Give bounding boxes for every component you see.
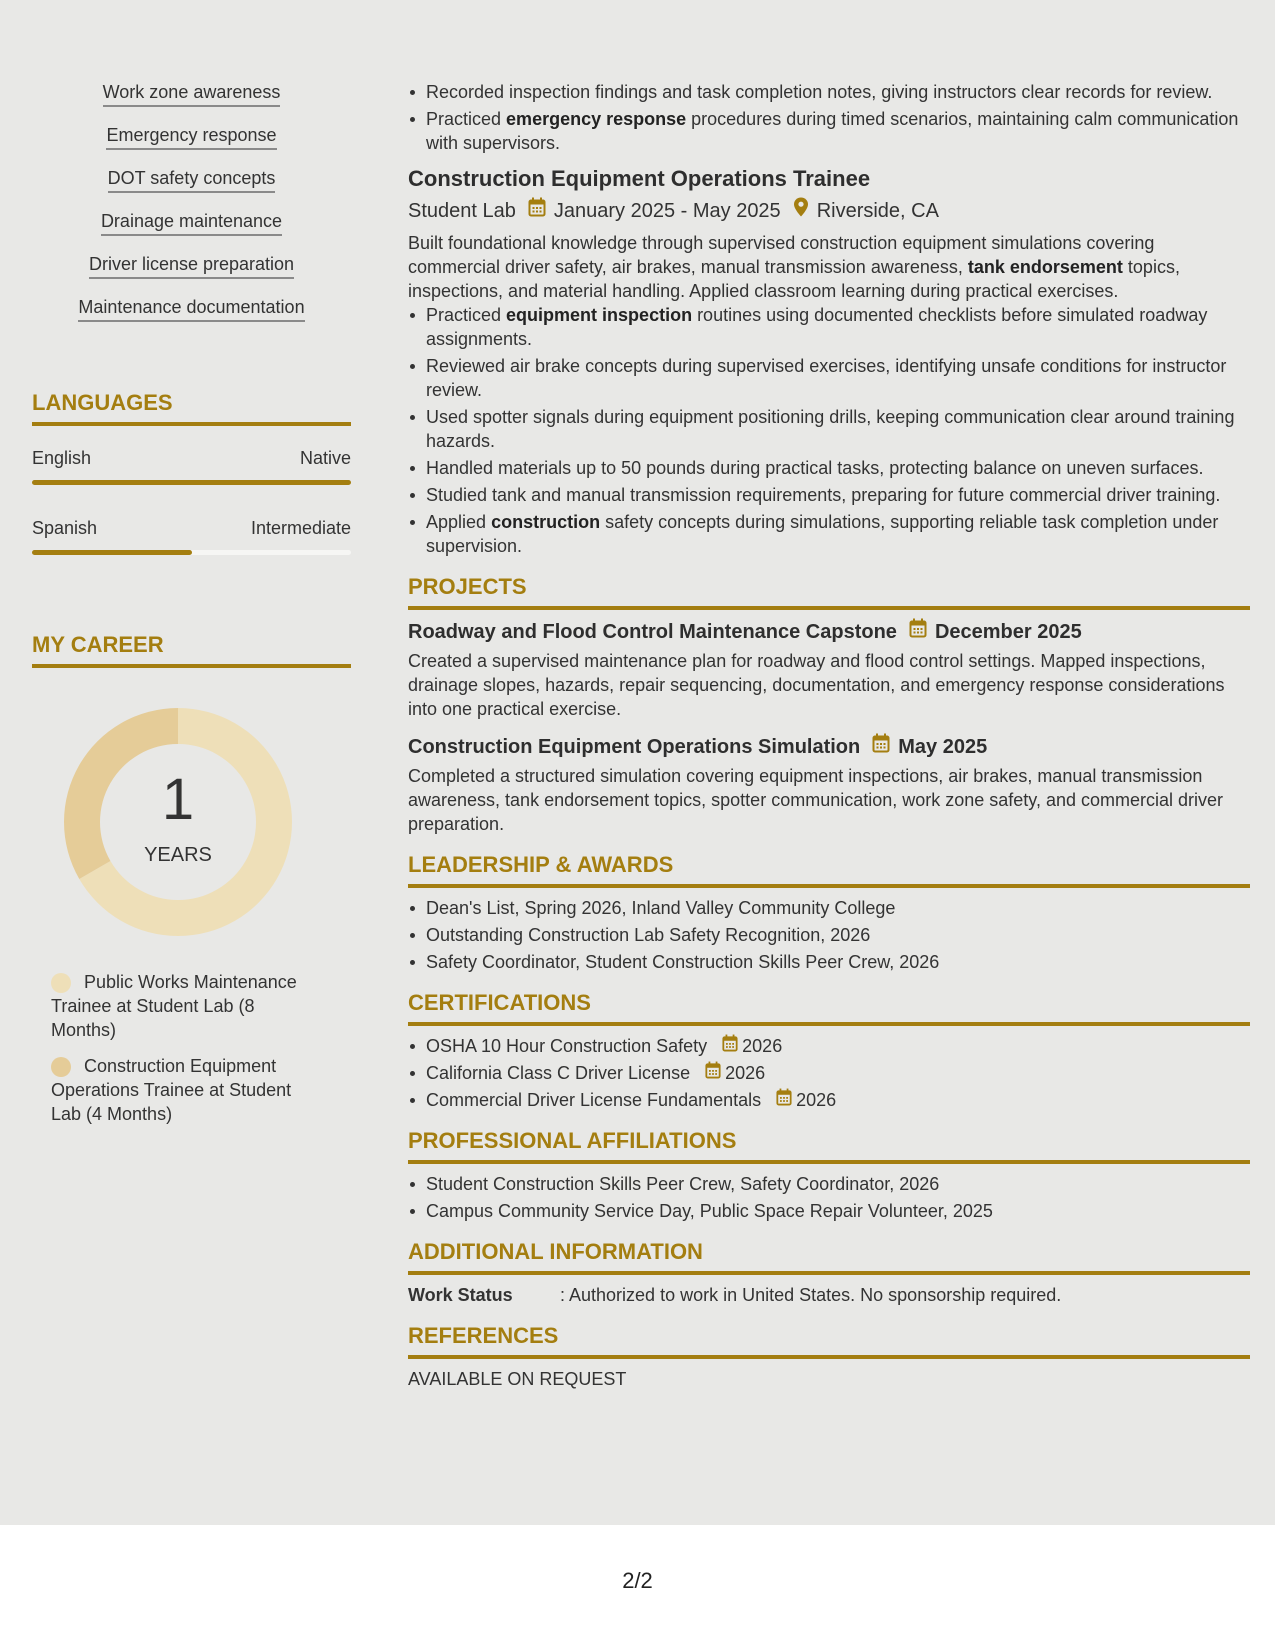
- language-proficiency-fill: [32, 550, 192, 555]
- bullet-text: procedures during timed scenarios, maintaining calm communication with supervisors.: [426, 109, 1239, 153]
- project-title: Construction Equipment Operations Simulation May 2025: [408, 733, 1250, 760]
- section-divider: [408, 884, 1250, 888]
- language-name: Spanish: [32, 518, 98, 538]
- list-item: Outstanding Construction Lab Safety Recognition, 2026: [408, 923, 1250, 947]
- skill-tag: Driver license preparation: [89, 254, 294, 279]
- skill-tag: DOT safety concepts: [108, 168, 276, 193]
- calendar-icon: [909, 618, 927, 645]
- skill-tag: Maintenance documentation: [78, 297, 304, 322]
- list-item: Safety Coordinator, Student Construction Skills Peer Crew, 2026: [408, 950, 1250, 974]
- language-level: Intermediate: [250, 518, 351, 538]
- list-item: Dean's List, Spring 2026, Inland Valley Community College: [408, 896, 1250, 920]
- list-item: Handled materials up to 50 pounds during practical tasks, protecting balance on uneven surfaces.: [408, 456, 1250, 480]
- list-item: Student Construction Skills Peer Crew, Safety Coordinator, 2026: [408, 1172, 1250, 1196]
- career-legend: [51, 970, 321, 1138]
- section-divider: [408, 1271, 1250, 1275]
- project-description: Completed a structured simulation covering equipment inspections, air brakes, manual transmission awareness, tank endorsement topics, spotter communication, work zone safety, and commercial driver preparation.: [408, 766, 1224, 834]
- languages-heading: LANGUAGES: [32, 390, 173, 415]
- section-divider: [32, 422, 351, 426]
- awards-heading: LEADERSHIP & AWARDS: [408, 852, 674, 877]
- references-heading: REFERENCES: [408, 1323, 559, 1348]
- skills-list: [32, 82, 351, 340]
- language-proficiency-bar: [32, 550, 351, 555]
- skill-tag: Drainage maintenance: [101, 211, 282, 236]
- location-pin-icon: [793, 197, 809, 225]
- certification-year: 2026: [725, 1063, 766, 1083]
- certification-year: 2026: [796, 1090, 837, 1110]
- work-status-label: Work Status: [408, 1285, 513, 1305]
- summary-keyword: tank endorsement: [967, 257, 1123, 277]
- work-status-row: [408, 1283, 1250, 1307]
- language-row: [32, 448, 351, 469]
- career-years-label: YEARS: [144, 844, 212, 866]
- project-date: May 2025: [898, 735, 988, 758]
- references-text: AVAILABLE ON REQUEST: [408, 1369, 627, 1389]
- list-item: Used spotter signals during equipment positioning drills, keeping communication clear around training hazards.: [408, 405, 1250, 453]
- calendar-icon: [705, 1061, 721, 1085]
- bullet-keyword: emergency response: [506, 109, 687, 129]
- job-dates: January 2025 - May 2025: [553, 200, 781, 222]
- language-level: Native: [299, 448, 351, 468]
- list-item: [408, 107, 1250, 155]
- list-item: [408, 80, 1250, 104]
- skill-tag: Work zone awareness: [103, 82, 281, 107]
- section-divider: [408, 1160, 1250, 1164]
- job-location: Riverside, CA: [816, 200, 939, 222]
- language-name: English: [32, 448, 92, 468]
- section-divider: [408, 1355, 1250, 1359]
- languages-section: [32, 390, 351, 426]
- project-description: Created a supervised maintenance plan for roadway and flood control settings. Mapped inspections, drainage slopes, hazards, repair sequencing, documentation, and emergency response considerations into one practical exercise.: [408, 651, 1225, 719]
- career-section: [32, 632, 351, 668]
- certifications-list: [408, 1034, 1250, 1112]
- job-title: Construction Equipment Operations Trainee: [408, 166, 871, 191]
- list-item: Practiced equipment inspection routines using documented checklists before simulated roadway assignments.: [408, 303, 1250, 351]
- certification-name: OSHA 10 Hour Construction Safety: [426, 1036, 708, 1056]
- list-item: [408, 1088, 1250, 1112]
- job-bullets: [408, 303, 1250, 558]
- page-number: 2/2: [622, 1568, 653, 1593]
- job-summary: Built foundational knowledge through supervised construction equipment simulations covering commercial driver safety, air brakes, manual transmission awareness, tank endorsement topics, inspections, and material handling. Applied classroom learning during practical exercises.: [408, 233, 1180, 301]
- left-column: [32, 82, 351, 1124]
- list-item: [408, 1061, 1250, 1085]
- calendar-icon: [528, 197, 546, 225]
- projects-heading: PROJECTS: [408, 574, 527, 599]
- certification-year: 2026: [742, 1036, 783, 1056]
- list-item: Reviewed air brake concepts during supervised exercises, identifying unsafe conditions for instructor review.: [408, 354, 1250, 402]
- calendar-icon: [722, 1034, 738, 1058]
- certification-name: Commercial Driver License Fundamentals: [426, 1090, 762, 1110]
- career-heading: MY CAREER: [32, 632, 164, 657]
- language-proficiency-bar: [32, 480, 351, 485]
- job-company: Student Lab: [408, 200, 516, 222]
- language-proficiency-fill: [32, 480, 351, 485]
- job-meta: [408, 197, 1250, 225]
- list-item: Campus Community Service Day, Public Space Repair Volunteer, 2025: [408, 1199, 1250, 1223]
- career-legend-item: [51, 970, 321, 1042]
- additional-info-heading: ADDITIONAL INFORMATION: [408, 1239, 703, 1264]
- list-item: [408, 1034, 1250, 1058]
- language-row: [32, 518, 351, 539]
- bullet-text: Practiced: [426, 109, 507, 129]
- right-column: [408, 80, 1250, 1391]
- certifications-heading: CERTIFICATIONS: [408, 990, 591, 1015]
- section-divider: [408, 1022, 1250, 1026]
- legend-color-dot: [51, 973, 71, 993]
- legend-color-dot: [51, 1057, 71, 1077]
- skill-tag: Emergency response: [106, 125, 276, 150]
- project-date: December 2025: [934, 620, 1082, 643]
- bullet-text: Recorded inspection findings and task completion notes, giving instructors clear records for review.: [426, 82, 1213, 102]
- awards-list: [408, 896, 1250, 974]
- affiliations-list: [408, 1172, 1250, 1223]
- section-divider: [32, 664, 351, 668]
- section-divider: [408, 606, 1250, 610]
- calendar-icon: [776, 1088, 792, 1112]
- affiliations-heading: PROFESSIONAL AFFILIATIONS: [408, 1128, 737, 1153]
- career-legend-label: Public Works Maintenance Trainee at Student Lab (8 Months): [51, 972, 297, 1040]
- list-item: Applied construction safety concepts during simulations, supporting reliable task completion under supervision.: [408, 510, 1250, 558]
- project-title: Roadway and Flood Control Maintenance Capstone December 2025: [408, 618, 1250, 645]
- list-item: Studied tank and manual transmission requirements, preparing for future commercial driver training.: [408, 483, 1250, 507]
- career-legend-item: [51, 1054, 321, 1126]
- bullet-keyword: equipment inspection: [506, 305, 693, 325]
- previous-job-bullets: [408, 80, 1250, 155]
- calendar-icon: [872, 733, 890, 760]
- certification-name: California Class C Driver License: [426, 1063, 691, 1083]
- work-status-value: : Authorized to work in United States. No sponsorship required.: [560, 1285, 1062, 1305]
- career-legend-label: Construction Equipment Operations Trainee at Student Lab (4 Months): [51, 1056, 292, 1124]
- bullet-keyword: construction: [491, 512, 601, 532]
- career-total-years: 1: [161, 767, 195, 832]
